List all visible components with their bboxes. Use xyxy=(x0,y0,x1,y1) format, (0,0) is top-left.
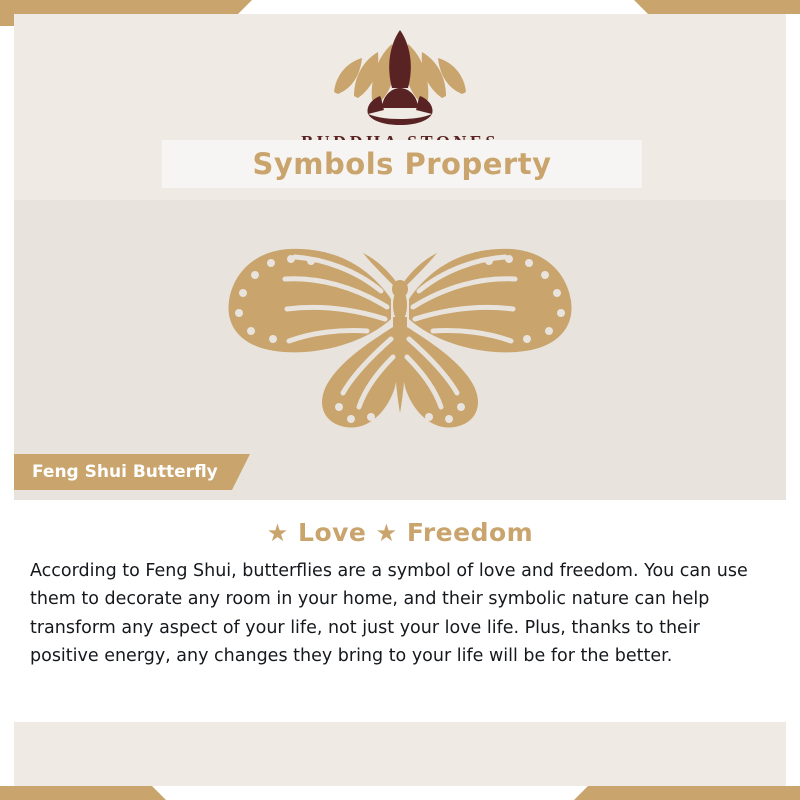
star-icon-middle: ★ xyxy=(375,519,398,547)
frame-corner-bottom-right xyxy=(590,786,800,800)
brand-logo xyxy=(14,22,786,153)
star-icon-left: ★ xyxy=(266,519,289,547)
frame-corner-top-left-vertical xyxy=(0,0,14,26)
frame-corner-top-left xyxy=(0,0,236,14)
headline xyxy=(30,518,770,547)
ribbon-tail xyxy=(232,454,250,490)
ribbon-body xyxy=(14,454,232,490)
bottom-filler xyxy=(14,722,786,786)
description-paragraph: According to Feng Shui, butterflies are a symbol of love and freedom. You can use them to decorate any room in your home, and their symbolic nature can help transform any aspect of your life, not just your love life. Plus, thanks to their positive energy, any changes they bring to your life will be for the better. xyxy=(30,561,748,667)
page-title: Symbols Property xyxy=(252,147,552,181)
ribbon-label: Feng Shui Butterfly xyxy=(32,462,218,482)
frame-corner-top-right xyxy=(650,0,800,14)
frame-corner-bottom-left xyxy=(0,786,150,800)
butterfly-illustration xyxy=(215,235,585,465)
title-band xyxy=(162,140,642,188)
headline-word-love: Love xyxy=(298,518,367,547)
description-block xyxy=(14,500,786,722)
content-panel xyxy=(14,14,786,786)
lotus-meditation-figure-icon xyxy=(310,22,490,130)
ribbon-tag xyxy=(14,454,250,490)
headline-word-freedom: Freedom xyxy=(406,518,534,547)
